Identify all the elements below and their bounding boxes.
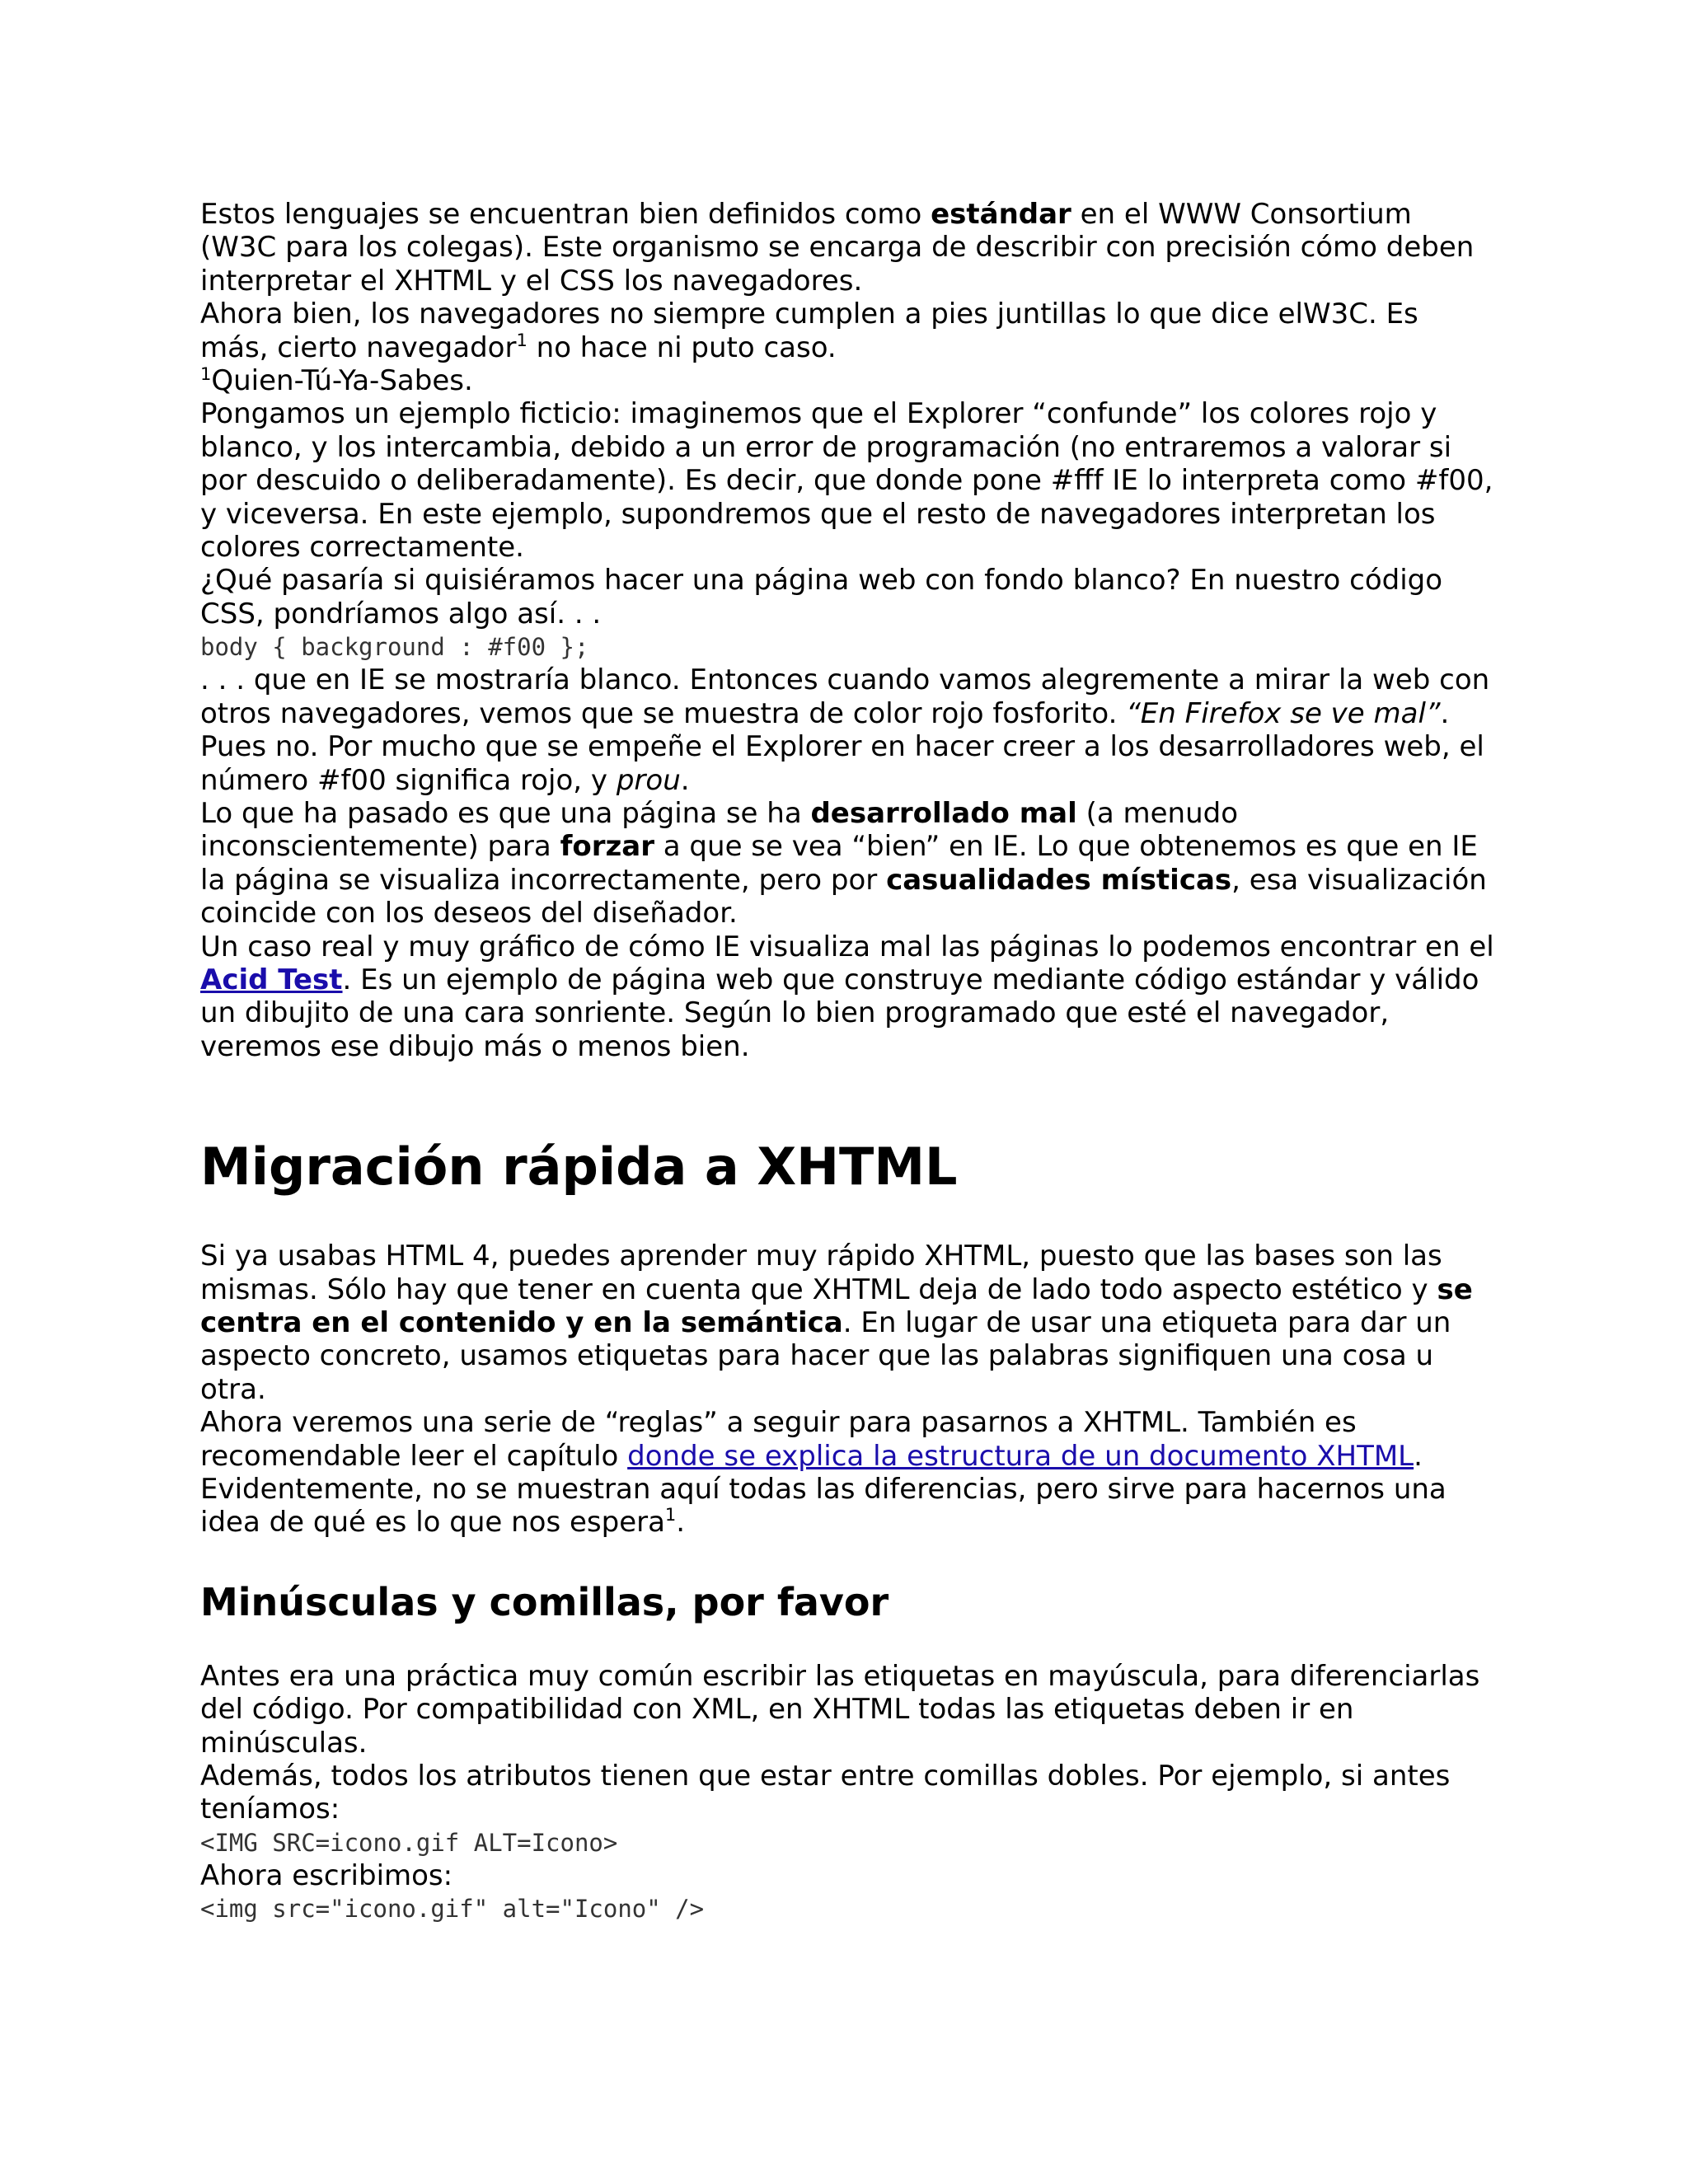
paragraph: Ahora veremos una serie de “reglas” a seguir para pasarnos a XHTML. También es recomendable leer el capítulo donde se explica la estructura de un documento XHTML. (200, 1406, 1423, 1473)
paragraph: Lo que ha pasado es que una página se ha desarrollado mal (a menudo inconscientemente) para forzar a que se vea “bien” en IE. Lo que obtenemos es que en IE la página se visualiza incorrectamente, pero por casualidades místicas, esa visualización coincide con los deseos del diseñador. (200, 796, 1487, 930)
bold-text: se centra en el contenido y en la semántica (200, 1272, 1473, 1339)
paragraph: Estos lenguajes se encuentran bien definidos como estándar en el WWW Consortium (W3C para los colegas). Este organismo se encarga de describir con precisión cómo deben interpretar el XHTML y el CSS los navegadores. (200, 198, 1475, 298)
paragraph: Pues no. Por mucho que se empeñe el Explorer en hacer creer a los desarrolladores web, el número #f00 significa rojo, y prou. (200, 730, 1484, 797)
paragraph: Ahora escribimos: (200, 1858, 453, 1892)
italic-text: prou (616, 763, 681, 797)
bold-text: casualidades místicas (886, 863, 1232, 897)
footnote-number: 1 (200, 364, 212, 385)
acid-test-link[interactable]: Acid Test (200, 963, 343, 996)
document-page (200, 198, 1494, 1925)
bold-text: forzar (560, 830, 654, 864)
bold-text: estándar (931, 198, 1071, 231)
italic-text: “En Firefox se ve mal” (1126, 696, 1441, 730)
code-snippet: body { background : #f00 }; (200, 633, 589, 662)
paragraph: . . . que en IE se mostraría blanco. Entonces cuando vamos alegremente a mirar la web con otros navegadores, vemos que se muestra de color rojo fosforito. “En Firefox se ve mal”. (200, 663, 1490, 730)
paragraph: Si ya usabas HTML 4, puedes aprender muy rápido XHTML, puesto que las bases son las mismas. Sólo hay que tener en cuenta que XHTML deja de lado todo aspecto estético y se centra en el contenido y en la semántica. En lugar de usar una etiqueta para dar un aspecto concreto, usamos etiquetas para hacer que las palabras signifiquen una cosa u otra. (200, 1240, 1473, 1406)
section-heading-migracion: Migración rápida a XHTML (200, 1137, 958, 1197)
footnote-marker: 1 (664, 1505, 677, 1526)
paragraph: Un caso real y muy gráfico de cómo IE visualiza mal las páginas lo podemos encontrar en el Acid Test. Es un ejemplo de página web que construye mediante código estándar y válido un dibujito de una cara sonriente. Según lo bien programado que esté el navegador, veremos ese dibujo más o menos bien. (200, 930, 1494, 1063)
bold-text: desarrollado mal (810, 796, 1077, 830)
subsection-heading-minusculas: Minúsculas y comillas, por favor (200, 1579, 889, 1624)
footnote: $^1$Quien-Tú-Ya-Sabes. (200, 364, 473, 398)
paragraph: Antes era una práctica muy común escribir las etiquetas en mayúscula, para diferenciarlas del código. Por compatibilidad con XML, en XHTML todas las etiquetas deben ir en minúsculas. (200, 1659, 1480, 1760)
xhtml-structure-link[interactable]: donde se explica la estructura de un documento XHTML (627, 1439, 1414, 1473)
paragraph: ¿Qué pasaría si quisiéramos hacer una página web con fondo blanco? En nuestro código CSS, pondríamos algo así. . . (200, 564, 1443, 630)
paragraph: Evidentemente, no se muestran aquí todas las diferencias, pero sirve para hacernos una idea de qué es lo que nos espera$^1$. (200, 1473, 1447, 1540)
code-snippet: <IMG SRC=icono.gif ALT=Icono> (200, 1828, 618, 1857)
code-snippet: <img src="icono.gif" alt="Icono" /> (200, 1895, 705, 1924)
paragraph: Pongamos un ejemplo ficticio: imaginemos que el Explorer “confunde” los colores rojo y blanco, y los intercambia, debido a un error de programación (no entraremos a valorar si por descuido o deliberadamente). Es decir, que donde pone #fff IE lo interpreta como #f00, y viceversa. En este ejemplo, supondremos que el resto de navegadores interpretan los colores correctamente. (200, 397, 1493, 565)
paragraph: Ahora bien, los navegadores no siempre cumplen a pies juntillas lo que dice elW3C. Es más, cierto navegador$^1$ no hace ni puto caso. (200, 298, 1418, 364)
paragraph: Además, todos los atributos tienen que estar entre comillas dobles. Por ejemplo, si antes teníamos: (200, 1760, 1451, 1826)
footnote-marker: 1 (516, 330, 528, 350)
